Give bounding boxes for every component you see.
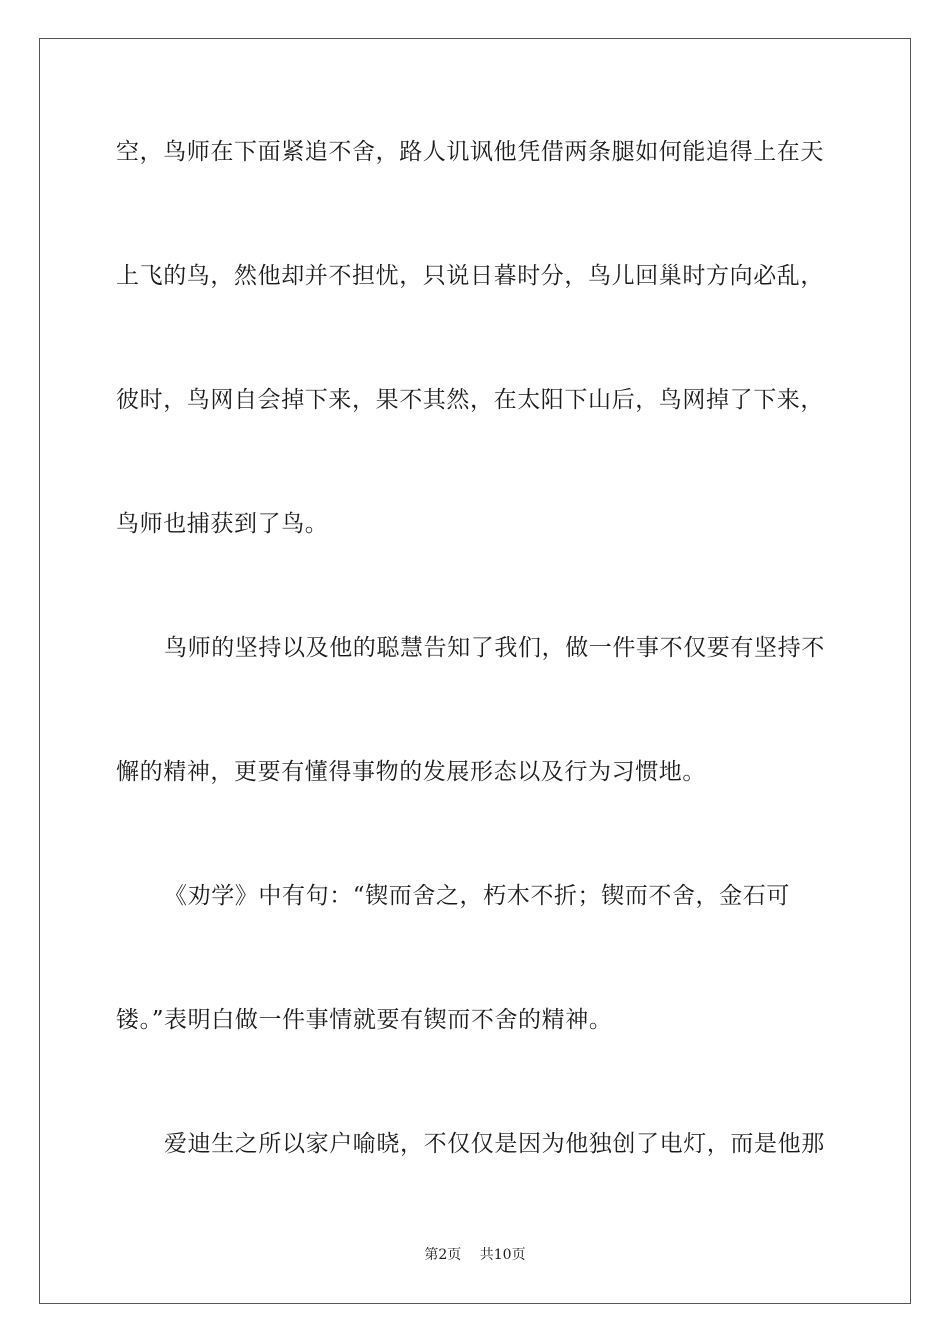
page-total: 共10页 bbox=[479, 1247, 526, 1263]
text-line-7: 《劝学》中有句：“锲而舍之，朽木不折；锲而不舍，金石可 bbox=[164, 883, 790, 909]
text-line-5: 鸟师的坚持以及他的聪慧告知了我们，做一件事不仅要有坚持不 bbox=[164, 635, 825, 661]
page-border bbox=[39, 38, 911, 1304]
page-footer bbox=[0, 1245, 950, 1265]
text-line-8: 镂。”表明白做一件事情就要有锲而不舍的精神。 bbox=[116, 1007, 613, 1033]
text-line-3: 彼时，鸟网自会掉下来，果不其然，在太阳下山后，鸟网掉了下来， bbox=[116, 387, 824, 413]
page-number: 第2页 bbox=[424, 1247, 462, 1263]
text-line-9: 爱迪生之所以家户喻晓，不仅仅是因为他独创了电灯，而是他那 bbox=[164, 1131, 825, 1157]
text-line-1: 空，鸟师在下面紧追不舍，路人讥讽他凭借两条腿如何能追得上在天 bbox=[116, 139, 824, 165]
text-line-4: 鸟师也捕获到了鸟。 bbox=[116, 511, 329, 537]
text-line-6: 懈的精神，更要有懂得事物的发展形态以及行为习惯地。 bbox=[116, 759, 706, 785]
text-line-2: 上飞的鸟，然他却并不担忧，只说日暮时分，鸟儿回巢时方向必乱， bbox=[116, 263, 824, 289]
